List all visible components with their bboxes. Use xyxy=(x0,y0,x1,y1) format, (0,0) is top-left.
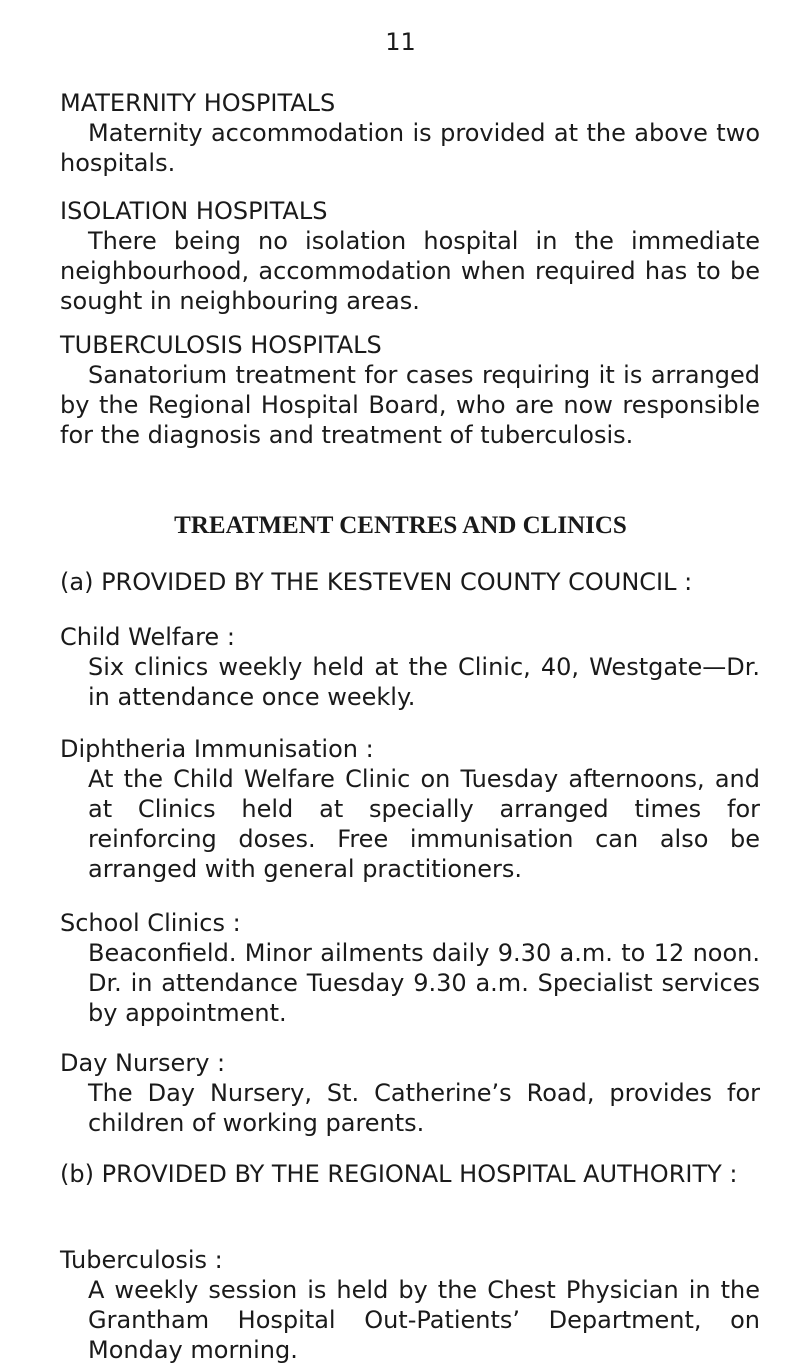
regional-authority-heading: (b) PROVIDED BY THE REGIONAL HOSPITAL AUTHORITY : xyxy=(60,1160,738,1188)
isolation-text: There being no isolation hospital in the immediate neighbourhood, accommodation when required has to be sought in neighbouring areas. xyxy=(60,227,760,315)
tb-clinic-text: A weekly session is held by the Chest Physician in the Grantham Hospital Out-Patients’ Department, on Monday morning. xyxy=(88,1276,760,1364)
school-clinics-label: School Clinics : xyxy=(60,909,241,937)
school-clinics-section xyxy=(60,908,760,1028)
isolation-section xyxy=(60,196,760,316)
diphtheria-section xyxy=(60,734,760,884)
tuberculosis-heading: TUBERCULOSIS HOSPITALS xyxy=(60,331,382,359)
tb-clinic-section xyxy=(60,1245,760,1365)
child-welfare-section xyxy=(60,622,760,712)
day-nursery-section xyxy=(60,1048,760,1138)
diphtheria-label: Diphtheria Immunisation : xyxy=(60,735,374,763)
child-welfare-label: Child Welfare : xyxy=(60,623,235,651)
child-welfare-text: Six clinics weekly held at the Clinic, 40, Westgate—Dr. in attendance once weekly. xyxy=(88,653,760,711)
maternity-section xyxy=(60,88,760,178)
diphtheria-text: At the Child Welfare Clinic on Tuesday afternoons, and at Clinics held at specially arranged times for reinforcing doses. Free immunisation can also be arranged with general practitioners. xyxy=(88,765,760,883)
tuberculosis-section xyxy=(60,330,760,450)
county-council-heading: (a) PROVIDED BY THE KESTEVEN COUNTY COUNCIL : xyxy=(60,568,693,596)
tb-clinic-label: Tuberculosis : xyxy=(60,1246,223,1274)
isolation-heading: ISOLATION HOSPITALS xyxy=(60,197,328,225)
day-nursery-text: The Day Nursery, St. Catherine’s Road, provides for children of working parents. xyxy=(88,1079,760,1137)
maternity-text: Maternity accommodation is provided at the above two hospitals. xyxy=(60,119,760,177)
day-nursery-label: Day Nursery : xyxy=(60,1049,226,1077)
treatment-title: TREATMENT CENTRES AND CLINICS xyxy=(174,512,627,539)
page-number: 11 xyxy=(385,28,416,56)
school-clinics-text: Beaconfield. Minor ailments daily 9.30 a.m. to 12 noon. Dr. in attendance Tuesday 9.30 a.m. Specialist services by appointment. xyxy=(88,939,760,1027)
maternity-heading: MATERNITY HOSPITALS xyxy=(60,89,336,117)
tuberculosis-text: Sanatorium treatment for cases requiring it is arranged by the Regional Hospital Board, who are now responsible for the diagnosis and treatment of tuberculosis. xyxy=(60,361,760,449)
